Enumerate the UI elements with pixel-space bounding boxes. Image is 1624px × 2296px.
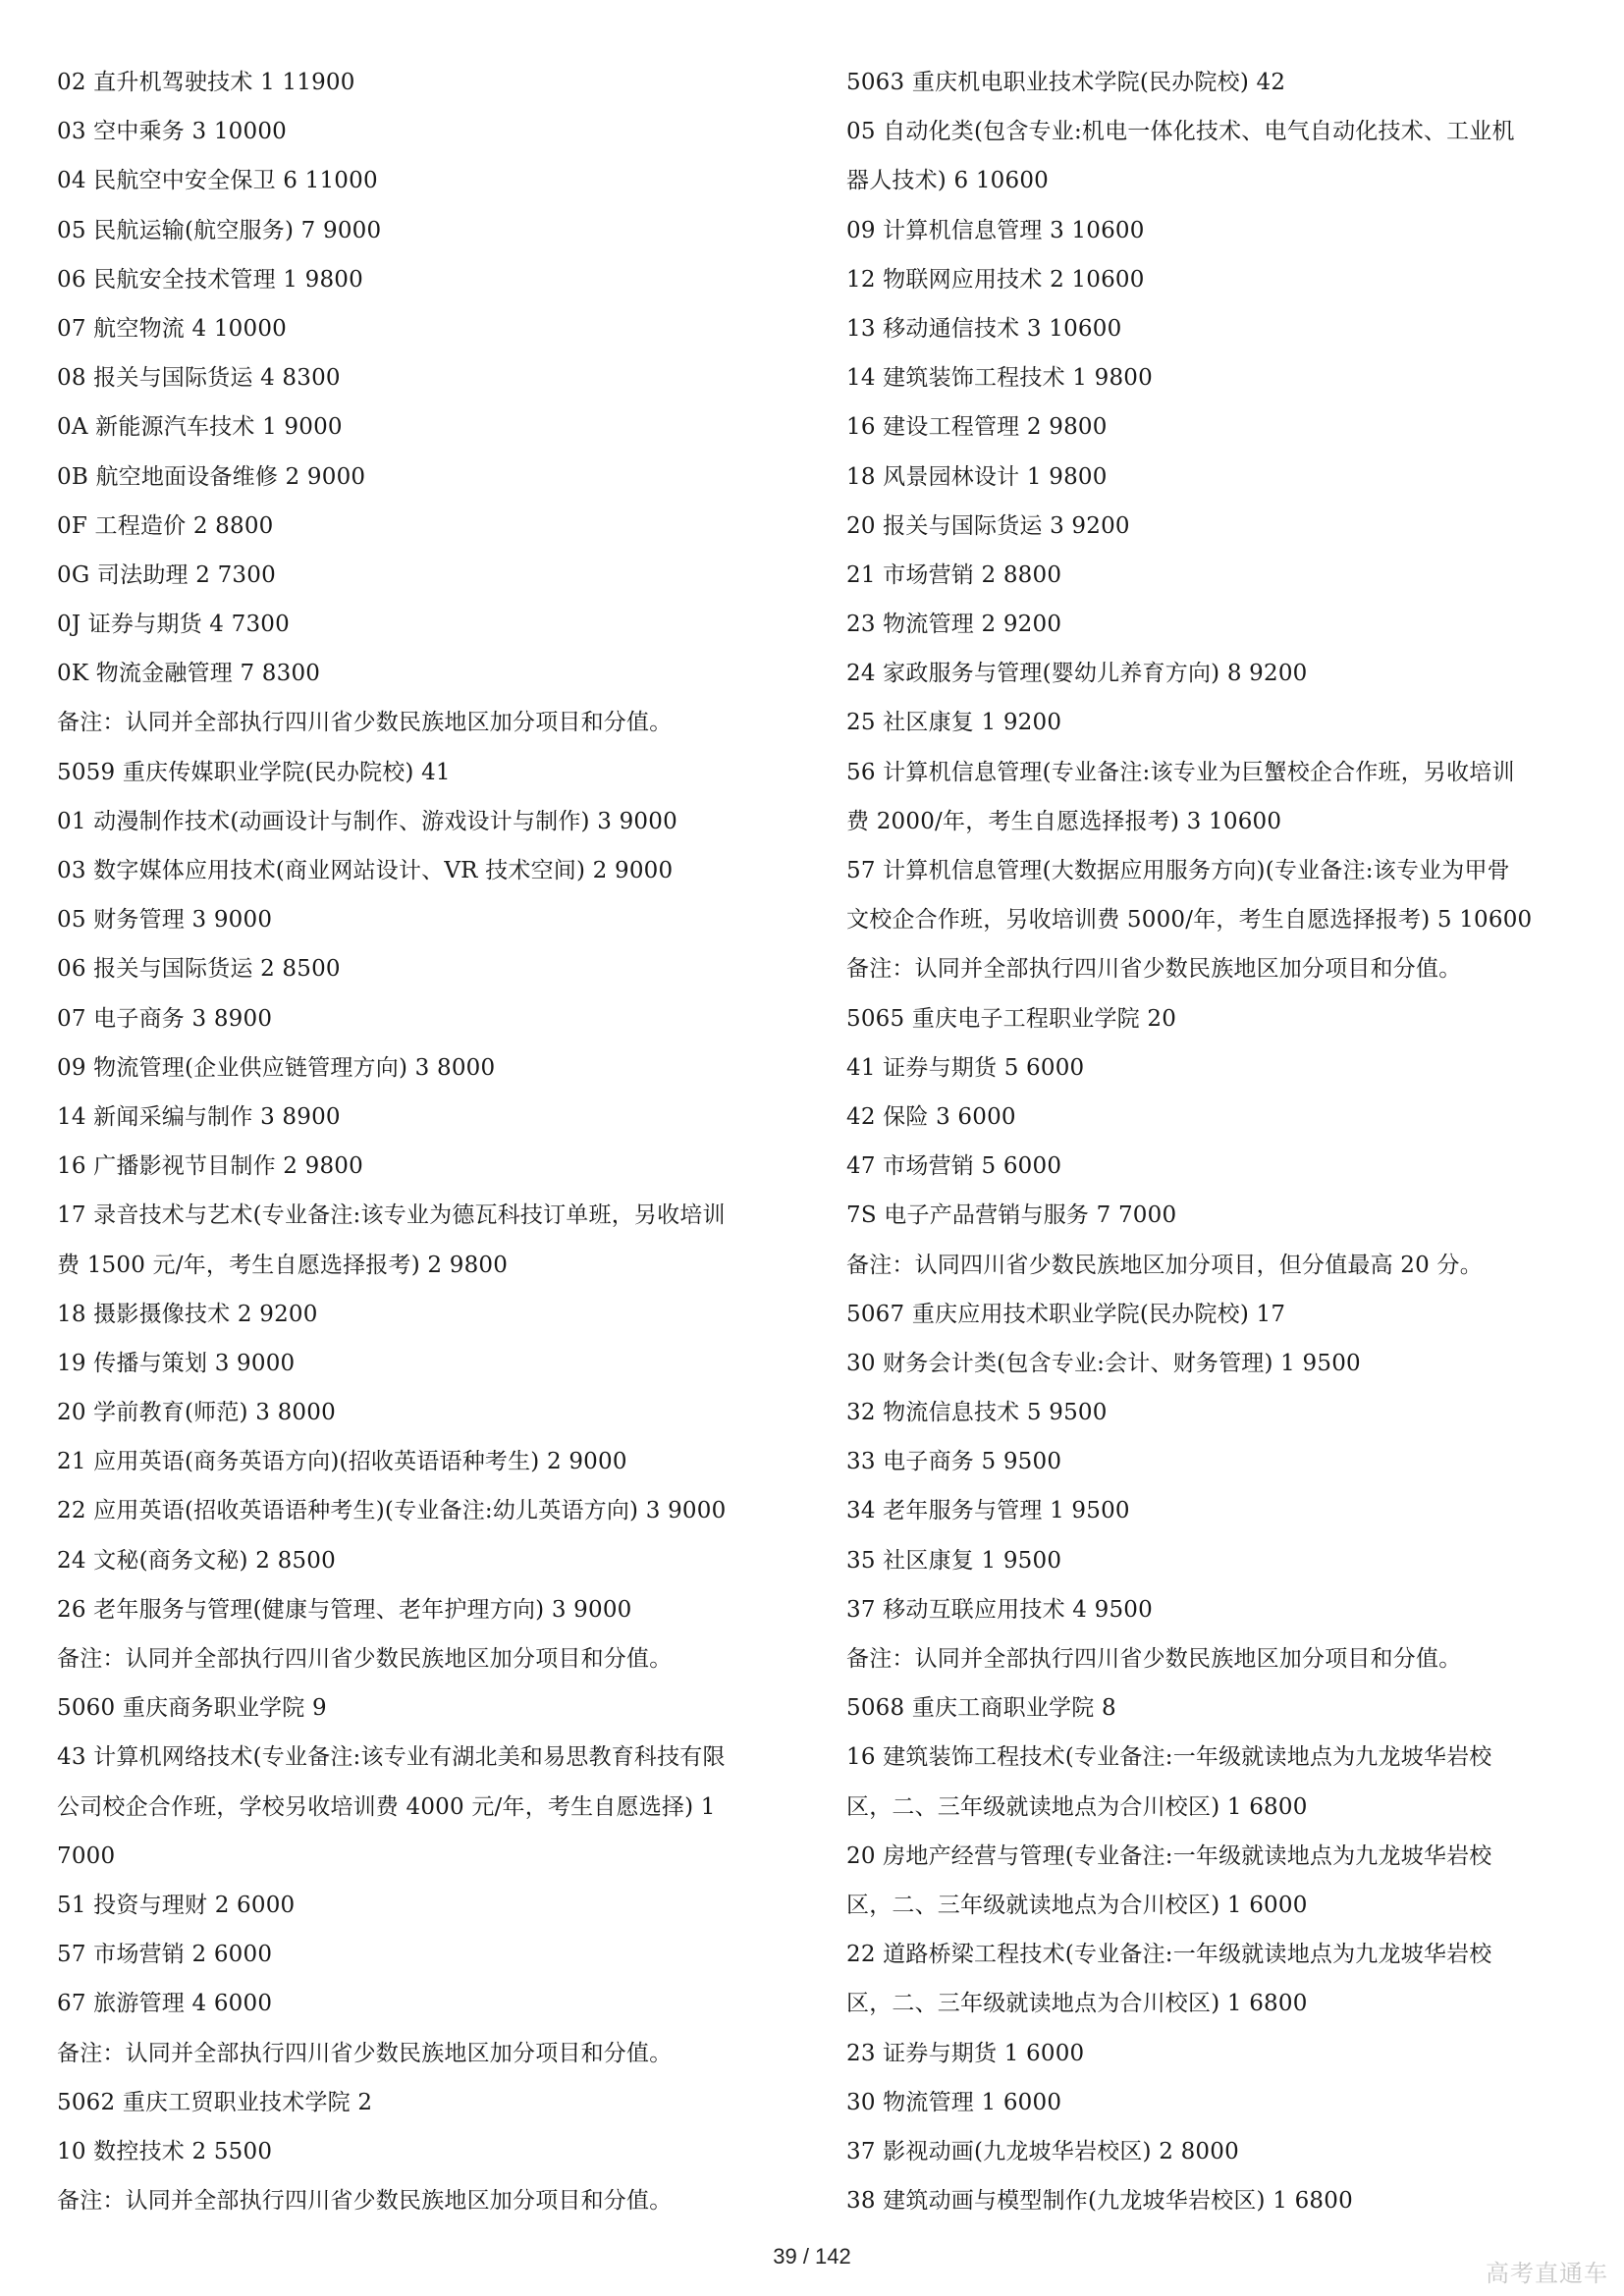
text-line: 22 应用英语(招收英语语种考生)(专业备注:幼儿英语方向) 3 9000 — [57, 1498, 727, 1524]
text-line: 23 证券与期货 1 6000 — [846, 2040, 1085, 2066]
text-line: 5065 重庆电子工程职业学院 20 — [846, 1005, 1177, 1032]
text-line: 24 文秘(商务文秘) 2 8500 — [57, 1547, 336, 1574]
watermark: 高考直通车 — [1486, 2260, 1608, 2287]
text-line: 5063 重庆机电职业技术学院(民办院校) 42 — [846, 70, 1286, 95]
text-line: 30 物流管理 1 6000 — [846, 2089, 1062, 2115]
text-line: 25 社区康复 1 9200 — [846, 710, 1062, 736]
text-line: 04 民航空中安全保卫 6 11000 — [57, 168, 378, 194]
text-line: 19 传播与策划 3 9000 — [57, 1350, 296, 1376]
text-line: 21 市场营销 2 8800 — [846, 561, 1062, 588]
page-number: 39 / 142 — [773, 2244, 851, 2269]
text-line: 5062 重庆工贸职业技术学院 2 — [57, 2089, 373, 2115]
text-line: 03 空中乘务 3 10000 — [57, 119, 287, 145]
text-line: 备注：认同并全部执行四川省少数民族地区加分项目和分值。 — [57, 1646, 673, 1672]
text-line: 06 民航安全技术管理 1 9800 — [57, 266, 363, 293]
text-line: 公司校企合作班，学校另收培训费 4000 元/年，考生自愿选择) 1 — [57, 1793, 716, 1820]
text-line: 0G 司法助理 2 7300 — [57, 561, 276, 588]
text-line: 20 房地产经营与管理(专业备注:一年级就读地点为九龙坡华岩校 — [846, 1842, 1492, 1869]
text-line: 备注：认同并全部执行四川省少数民族地区加分项目和分值。 — [57, 2040, 673, 2066]
text-line: 5067 重庆应用技术职业学院(民办院校) 17 — [846, 1301, 1286, 1327]
text-line: 20 学前教育(师范) 3 8000 — [57, 1400, 336, 1426]
text-line: 5068 重庆工商职业学院 8 — [846, 1695, 1116, 1722]
text-line: 备注：认同四川省少数民族地区加分项目，但分值最高 20 分。 — [846, 1252, 1483, 1278]
text-line: 56 计算机信息管理(专业备注:该专业为巨蟹校企合作班，另收培训 — [846, 759, 1515, 785]
text-line: 20 报关与国际货运 3 9200 — [846, 512, 1130, 539]
text-line: 05 自动化类(包含专业:机电一体化技术、电气自动化技术、工业机 — [846, 119, 1515, 145]
right-column — [846, 65, 1583, 2232]
text-line: 23 物流管理 2 9200 — [846, 612, 1062, 638]
text-line: 02 直升机驾驶技术 1 11900 — [57, 70, 355, 95]
text-line: 16 建设工程管理 2 9800 — [846, 414, 1108, 441]
text-line: 16 建筑装饰工程技术(专业备注:一年级就读地点为九龙坡华岩校 — [846, 1744, 1492, 1771]
text-line: 18 风景园林设计 1 9800 — [846, 463, 1108, 490]
text-line: 18 摄影摄像技术 2 9200 — [57, 1301, 318, 1327]
text-line: 57 计算机信息管理(大数据应用服务方向)(专业备注:该专业为甲骨 — [846, 858, 1510, 883]
text-line: 7S 电子产品营销与服务 7 7000 — [846, 1202, 1177, 1229]
text-line: 42 保险 3 6000 — [846, 1103, 1016, 1130]
text-line: 0F 工程造价 2 8800 — [57, 512, 274, 539]
left-column — [57, 65, 793, 2232]
text-line: 05 财务管理 3 9000 — [57, 907, 273, 934]
text-line: 07 航空物流 4 10000 — [57, 315, 287, 342]
text-line: 7000 — [57, 1842, 116, 1869]
text-line: 41 证券与期货 5 6000 — [846, 1054, 1085, 1081]
text-line: 14 新闻采编与制作 3 8900 — [57, 1103, 341, 1130]
text-line: 0J 证券与期货 4 7300 — [57, 612, 290, 638]
text-line: 5060 重庆商务职业学院 9 — [57, 1695, 327, 1722]
text-line: 35 社区康复 1 9500 — [846, 1547, 1062, 1574]
text-line: 14 建筑装饰工程技术 1 9800 — [846, 365, 1153, 392]
text-line: 01 动漫制作技术(动画设计与制作、游戏设计与制作) 3 9000 — [57, 808, 677, 834]
text-line: 21 应用英语(商务英语方向)(招收英语语种考生) 2 9000 — [57, 1449, 627, 1475]
text-line: 03 数字媒体应用技术(商业网站设计、VR 技术空间) 2 9000 — [57, 858, 674, 883]
text-line: 09 计算机信息管理 3 10600 — [846, 217, 1145, 243]
text-line: 47 市场营销 5 6000 — [846, 1153, 1062, 1180]
text-line: 0K 物流金融管理 7 8300 — [57, 661, 321, 687]
text-line: 备注：认同并全部执行四川省少数民族地区加分项目和分值。 — [57, 710, 673, 736]
text-line: 器人技术) 6 10600 — [846, 168, 1049, 194]
text-line: 备注：认同并全部执行四川省少数民族地区加分项目和分值。 — [846, 1646, 1462, 1672]
text-line: 37 移动互联应用技术 4 9500 — [846, 1596, 1153, 1623]
text-line: 38 建筑动画与模型制作(九龙坡华岩校区) 1 6800 — [846, 2188, 1353, 2215]
text-line: 5059 重庆传媒职业学院(民办院校) 41 — [57, 759, 451, 785]
text-line: 12 物联网应用技术 2 10600 — [846, 266, 1145, 293]
text-line: 33 电子商务 5 9500 — [846, 1449, 1062, 1475]
text-line: 30 财务会计类(包含专业:会计、财务管理) 1 9500 — [846, 1350, 1361, 1376]
text-line: 06 报关与国际货运 2 8500 — [57, 956, 341, 983]
text-line: 08 报关与国际货运 4 8300 — [57, 365, 341, 392]
text-line: 37 影视动画(九龙坡华岩校区) 2 8000 — [846, 2138, 1239, 2164]
text-line: 费 2000/年，考生自愿选择报考) 3 10600 — [846, 808, 1282, 834]
text-line: 34 老年服务与管理 1 9500 — [846, 1498, 1130, 1524]
text-line: 22 道路桥梁工程技术(专业备注:一年级就读地点为九龙坡华岩校 — [846, 1942, 1492, 1968]
text-line: 备注：认同并全部执行四川省少数民族地区加分项目和分值。 — [846, 956, 1462, 983]
text-line: 09 物流管理(企业供应链管理方向) 3 8000 — [57, 1054, 496, 1081]
text-line: 费 1500 元/年，考生自愿选择报考) 2 9800 — [57, 1252, 509, 1278]
text-line: 0A 新能源汽车技术 1 9000 — [57, 414, 343, 441]
text-line: 51 投资与理财 2 6000 — [57, 1892, 296, 1918]
text-line: 区，二、三年级就读地点为合川校区) 1 6000 — [846, 1892, 1308, 1918]
text-line: 24 家政服务与管理(婴幼儿养育方向) 8 9200 — [846, 661, 1308, 687]
text-line: 16 广播影视节目制作 2 9800 — [57, 1153, 363, 1180]
text-line: 57 市场营销 2 6000 — [57, 1942, 273, 1968]
text-line: 26 老年服务与管理(健康与管理、老年护理方向) 3 9000 — [57, 1596, 632, 1623]
text-line: 0B 航空地面设备维修 2 9000 — [57, 463, 366, 490]
text-line: 67 旅游管理 4 6000 — [57, 1991, 273, 2017]
text-line: 13 移动通信技术 3 10600 — [846, 315, 1122, 342]
text-line: 10 数控技术 2 5500 — [57, 2138, 273, 2164]
text-line: 43 计算机网络技术(专业备注:该专业有湖北美和易思教育科技有限 — [57, 1744, 726, 1771]
text-line: 17 录音技术与艺术(专业备注:该专业为德瓦科技订单班，另收培训 — [57, 1202, 726, 1229]
text-line: 05 民航运输(航空服务) 7 9000 — [57, 217, 382, 243]
text-line: 32 物流信息技术 5 9500 — [846, 1400, 1108, 1426]
text-line: 文校企合作班，另收培训费 5000/年，考生自愿选择报考) 5 10600 — [846, 907, 1533, 934]
text-line: 区，二、三年级就读地点为合川校区) 1 6800 — [846, 1793, 1308, 1820]
text-line: 备注：认同并全部执行四川省少数民族地区加分项目和分值。 — [57, 2188, 673, 2215]
text-line: 07 电子商务 3 8900 — [57, 1005, 273, 1032]
text-line: 区，二、三年级就读地点为合川校区) 1 6800 — [846, 1991, 1308, 2017]
